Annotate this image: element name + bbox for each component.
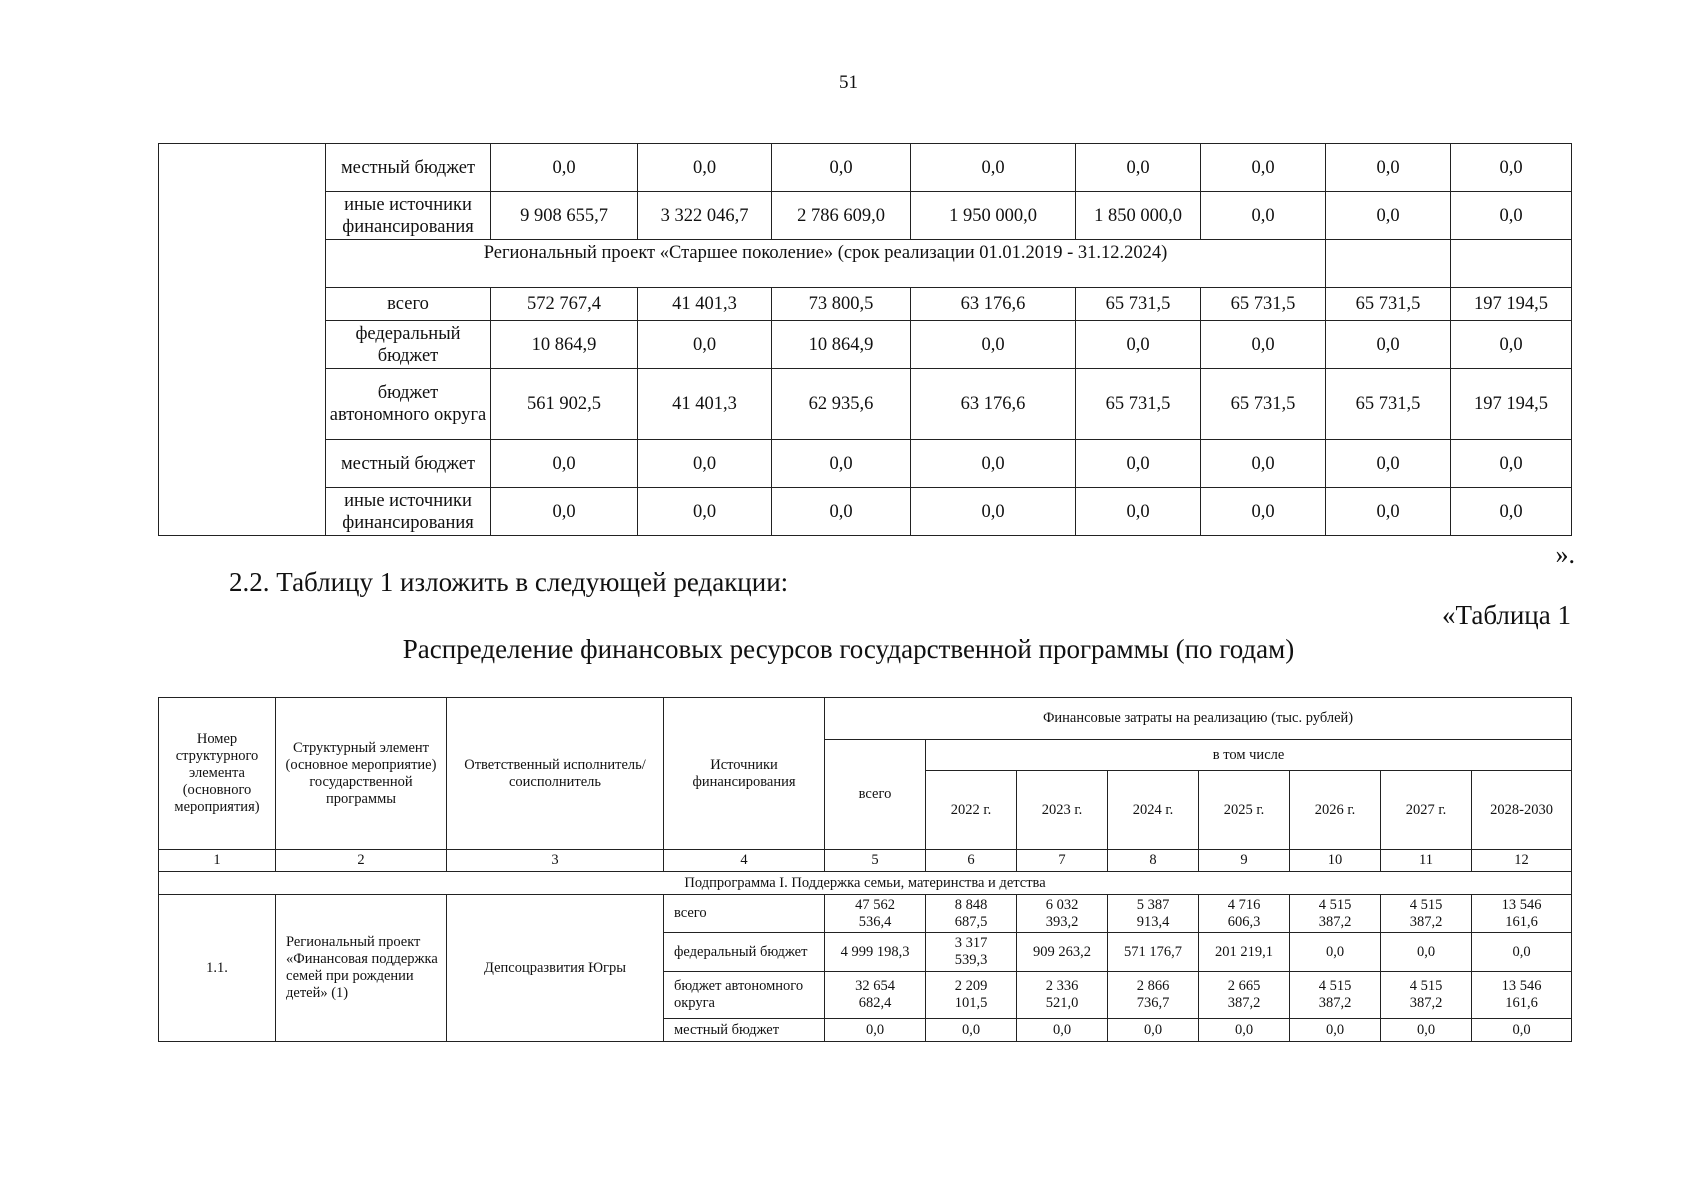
column-number: 4 bbox=[664, 850, 825, 872]
value-line: 0,0 bbox=[865, 1021, 885, 1038]
value-cell bbox=[1472, 933, 1572, 972]
value-cell: 0,0 bbox=[1451, 321, 1572, 369]
value-cell: 0,0 bbox=[772, 488, 911, 536]
header-row bbox=[159, 698, 1572, 740]
column-number-row bbox=[159, 850, 1572, 872]
value-cell bbox=[1108, 1019, 1199, 1042]
value-cell: 0,0 bbox=[911, 440, 1076, 488]
value-line: 909 263,2 bbox=[1033, 943, 1091, 960]
value-cell: 41 401,3 bbox=[638, 369, 772, 440]
value-cell: 0,0 bbox=[1076, 488, 1201, 536]
value-line: 687,5 bbox=[954, 913, 988, 930]
value-cell: 2 786 609,0 bbox=[772, 192, 911, 240]
value-cell: 197 194,5 bbox=[1451, 288, 1572, 321]
project-caption: Региональный проект «Старшее поколение» (срок реализации 01.01.2019 - 31.12.2024) bbox=[326, 240, 1326, 288]
value-cell: 0,0 bbox=[1326, 144, 1451, 192]
value-cell bbox=[1290, 1019, 1381, 1042]
financial-resources-table bbox=[158, 697, 1572, 1042]
value-cell: 0,0 bbox=[1326, 321, 1451, 369]
table-row bbox=[159, 895, 1572, 933]
value-cell: 0,0 bbox=[1076, 321, 1201, 369]
value-cell bbox=[1108, 972, 1199, 1019]
value-cell: 65 731,5 bbox=[1326, 288, 1451, 321]
table-row bbox=[159, 440, 1572, 488]
column-number: 10 bbox=[1290, 850, 1381, 872]
value-line: 387,2 bbox=[1409, 995, 1443, 1011]
value-line: 0,0 bbox=[1512, 1021, 1531, 1038]
value-cell: 0,0 bbox=[638, 488, 772, 536]
table-row bbox=[159, 488, 1572, 536]
value-cell bbox=[825, 1019, 926, 1042]
subprogram-title: Подпрограмма I. Поддержка семьи, материнства и детства bbox=[159, 872, 1572, 895]
value-cell bbox=[1199, 895, 1290, 933]
column-number: 11 bbox=[1381, 850, 1472, 872]
value-line: 4 999 198,3 bbox=[840, 943, 910, 960]
source-cell: местный бюджет bbox=[326, 144, 491, 192]
value-line: 32 654 bbox=[855, 978, 895, 994]
value-cell: 0,0 bbox=[638, 440, 772, 488]
column-number: 9 bbox=[1199, 850, 1290, 872]
value-cell bbox=[1290, 933, 1381, 972]
table-row bbox=[159, 321, 1572, 369]
header-including: в том числе bbox=[926, 740, 1572, 771]
source-cell: местный бюджет bbox=[326, 440, 491, 488]
empty-cell bbox=[1326, 240, 1451, 288]
value-line: 0,0 bbox=[1416, 943, 1436, 960]
header-year: 2026 г. bbox=[1290, 771, 1381, 850]
value-line: 682,4 bbox=[858, 995, 892, 1011]
item-name: Региональный проект «Финансовая поддержка семей при рождении детей» (1) bbox=[276, 895, 447, 1042]
value-line: 0,0 bbox=[1234, 1021, 1254, 1038]
value-line: 571 176,7 bbox=[1124, 943, 1182, 960]
value-cell bbox=[1381, 895, 1472, 933]
empty-cell bbox=[1451, 240, 1572, 288]
value-cell bbox=[926, 972, 1017, 1019]
value-line: 0,0 bbox=[1325, 1021, 1345, 1038]
value-line: 13 546 bbox=[1501, 896, 1542, 913]
header-total: всего bbox=[825, 740, 926, 850]
value-line: 3 317 bbox=[954, 935, 988, 951]
value-line: 0,0 bbox=[1512, 943, 1531, 960]
value-line: 4 515 bbox=[1409, 978, 1443, 994]
value-line: 0,0 bbox=[1143, 1021, 1163, 1038]
subprogram-row bbox=[159, 872, 1572, 895]
value-line: 913,4 bbox=[1136, 913, 1170, 930]
header-executor: Ответственный исполнитель/соисполнитель bbox=[447, 698, 664, 850]
value-cell: 65 731,5 bbox=[1201, 369, 1326, 440]
value-line: 13 546 bbox=[1501, 978, 1542, 994]
value-line: 536,4 bbox=[858, 913, 892, 930]
value-cell: 63 176,6 bbox=[911, 369, 1076, 440]
column-number: 7 bbox=[1017, 850, 1108, 872]
value-line: 0,0 bbox=[1416, 1021, 1436, 1038]
value-cell: 65 731,5 bbox=[1076, 369, 1201, 440]
column-number: 5 bbox=[825, 850, 926, 872]
value-cell bbox=[1108, 933, 1199, 972]
value-line: 387,2 bbox=[1318, 913, 1352, 930]
value-cell bbox=[1017, 933, 1108, 972]
value-cell: 197 194,5 bbox=[1451, 369, 1572, 440]
value-cell bbox=[1290, 895, 1381, 933]
value-cell: 0,0 bbox=[1451, 144, 1572, 192]
value-cell: 0,0 bbox=[911, 144, 1076, 192]
value-cell bbox=[1199, 933, 1290, 972]
item-executor: Депсоцразвития Югры bbox=[447, 895, 664, 1042]
value-line: 4 515 bbox=[1409, 896, 1443, 913]
value-cell: 0,0 bbox=[1326, 440, 1451, 488]
value-cell: 0,0 bbox=[1076, 440, 1201, 488]
value-cell bbox=[1108, 895, 1199, 933]
value-cell: 0,0 bbox=[1326, 488, 1451, 536]
value-line: 8 848 bbox=[954, 896, 988, 913]
source-cell: бюджет автономного округа bbox=[326, 369, 491, 440]
value-cell bbox=[1017, 895, 1108, 933]
header-year: 2025 г. bbox=[1199, 771, 1290, 850]
value-cell bbox=[1381, 933, 1472, 972]
value-cell: 9 908 655,7 bbox=[491, 192, 638, 240]
value-cell: 41 401,3 bbox=[638, 288, 772, 321]
value-cell: 0,0 bbox=[491, 440, 638, 488]
value-cell: 561 902,5 bbox=[491, 369, 638, 440]
value-cell: 0,0 bbox=[638, 321, 772, 369]
value-line: 161,6 bbox=[1505, 995, 1538, 1011]
value-line: 201 219,1 bbox=[1215, 943, 1273, 960]
header-year: 2023 г. bbox=[1017, 771, 1108, 850]
item-number: 1.1. bbox=[159, 895, 276, 1042]
value-cell: 1 850 000,0 bbox=[1076, 192, 1201, 240]
value-cell bbox=[1017, 1019, 1108, 1042]
value-cell: 0,0 bbox=[1201, 440, 1326, 488]
funding-table-continued bbox=[158, 143, 1572, 536]
value-line: 387,2 bbox=[1409, 913, 1443, 930]
value-cell: 0,0 bbox=[1076, 144, 1201, 192]
table-row bbox=[159, 369, 1572, 440]
value-cell: 0,0 bbox=[1326, 192, 1451, 240]
source-cell: иные источники финансирования bbox=[326, 192, 491, 240]
value-cell bbox=[1017, 972, 1108, 1019]
value-cell: 0,0 bbox=[1451, 192, 1572, 240]
value-line: 387,2 bbox=[1227, 995, 1261, 1011]
value-line: 0,0 bbox=[1325, 943, 1345, 960]
value-cell bbox=[825, 933, 926, 972]
blank-merged-cell bbox=[159, 144, 326, 536]
table-row bbox=[159, 192, 1572, 240]
table-row bbox=[159, 144, 1572, 192]
value-cell: 63 176,6 bbox=[911, 288, 1076, 321]
value-cell bbox=[1472, 972, 1572, 1019]
source-cell: бюджет автономного округа bbox=[664, 972, 825, 1019]
value-cell bbox=[1199, 972, 1290, 1019]
value-line: 5 387 bbox=[1136, 896, 1170, 913]
value-cell bbox=[926, 1019, 1017, 1042]
source-cell: иные источники финансирования bbox=[326, 488, 491, 536]
value-line: 4 716 bbox=[1227, 896, 1261, 913]
header-year: 2028-2030 bbox=[1472, 771, 1572, 850]
column-number: 2 bbox=[276, 850, 447, 872]
table-title: Распределение финансовых ресурсов государственной программы (по годам) bbox=[402, 634, 1295, 664]
value-line: 387,2 bbox=[1318, 995, 1352, 1011]
source-cell: всего bbox=[326, 288, 491, 321]
table-caption: «Таблица 1 bbox=[1442, 600, 1571, 630]
value-cell bbox=[926, 895, 1017, 933]
value-cell: 0,0 bbox=[638, 144, 772, 192]
value-cell bbox=[1472, 895, 1572, 933]
table-row bbox=[159, 288, 1572, 321]
value-cell: 3 322 046,7 bbox=[638, 192, 772, 240]
value-cell: 0,0 bbox=[491, 488, 638, 536]
header-year: 2027 г. bbox=[1381, 771, 1472, 850]
value-line: 6 032 bbox=[1045, 896, 1079, 913]
page-number: 51 bbox=[839, 72, 858, 93]
header-element-number: Номер структурного элемента (основного мероприятия) bbox=[159, 698, 276, 850]
value-line: 606,3 bbox=[1227, 913, 1261, 930]
value-cell: 0,0 bbox=[911, 321, 1076, 369]
project-caption-row bbox=[159, 240, 1572, 288]
value-cell bbox=[926, 933, 1017, 972]
value-line: 521,0 bbox=[1045, 995, 1079, 1011]
value-line: 101,5 bbox=[954, 995, 988, 1011]
value-cell: 572 767,4 bbox=[491, 288, 638, 321]
value-cell: 1 950 000,0 bbox=[911, 192, 1076, 240]
value-line: 736,7 bbox=[1136, 995, 1170, 1011]
value-cell: 73 800,5 bbox=[772, 288, 911, 321]
value-cell: 0,0 bbox=[1201, 192, 1326, 240]
source-cell: федеральный бюджет bbox=[326, 321, 491, 369]
value-cell: 62 935,6 bbox=[772, 369, 911, 440]
value-line: 4 515 bbox=[1318, 896, 1352, 913]
value-line: 2 866 bbox=[1136, 978, 1170, 994]
section-heading: 2.2. Таблицу 1 изложить в следующей редакции: bbox=[229, 567, 789, 597]
value-cell: 65 731,5 bbox=[1076, 288, 1201, 321]
value-line: 47 562 bbox=[855, 896, 895, 913]
closing-quote: ». bbox=[1555, 540, 1575, 569]
column-number: 3 bbox=[447, 850, 664, 872]
value-cell: 0,0 bbox=[772, 440, 911, 488]
value-cell bbox=[1472, 1019, 1572, 1042]
value-cell: 10 864,9 bbox=[491, 321, 638, 369]
header-year: 2022 г. bbox=[926, 771, 1017, 850]
value-cell bbox=[1290, 972, 1381, 1019]
value-line: 2 336 bbox=[1045, 978, 1079, 994]
value-line: 0,0 bbox=[961, 1021, 981, 1038]
header-year: 2024 г. bbox=[1108, 771, 1199, 850]
value-line: 539,3 bbox=[954, 952, 988, 968]
source-cell: местный бюджет bbox=[664, 1019, 825, 1042]
value-cell bbox=[825, 972, 926, 1019]
source-cell: федеральный бюджет bbox=[664, 933, 825, 972]
value-cell bbox=[1381, 1019, 1472, 1042]
value-cell: 0,0 bbox=[491, 144, 638, 192]
value-cell: 0,0 bbox=[1201, 321, 1326, 369]
value-cell: 10 864,9 bbox=[772, 321, 911, 369]
value-line: 2 209 bbox=[954, 978, 988, 994]
value-cell bbox=[1199, 1019, 1290, 1042]
value-cell bbox=[1381, 972, 1472, 1019]
value-line: 393,2 bbox=[1045, 913, 1079, 930]
value-cell: 0,0 bbox=[1451, 488, 1572, 536]
value-cell: 0,0 bbox=[911, 488, 1076, 536]
value-cell: 65 731,5 bbox=[1326, 369, 1451, 440]
value-cell: 0,0 bbox=[1201, 488, 1326, 536]
value-cell: 65 731,5 bbox=[1201, 288, 1326, 321]
value-cell: 0,0 bbox=[772, 144, 911, 192]
value-line: 4 515 bbox=[1318, 978, 1352, 994]
column-number: 1 bbox=[159, 850, 276, 872]
header-funding-sources: Источники финансирования bbox=[664, 698, 825, 850]
value-cell: 0,0 bbox=[1451, 440, 1572, 488]
header-financial-costs: Финансовые затраты на реализацию (тыс. рублей) bbox=[825, 698, 1572, 740]
column-number: 6 bbox=[926, 850, 1017, 872]
source-cell: всего bbox=[664, 895, 825, 933]
header-structural-element: Структурный элемент (основное мероприятие) государственной программы bbox=[276, 698, 447, 850]
value-cell bbox=[825, 895, 926, 933]
value-line: 2 665 bbox=[1227, 978, 1261, 994]
column-number: 8 bbox=[1108, 850, 1199, 872]
column-number: 12 bbox=[1472, 850, 1572, 872]
value-line: 161,6 bbox=[1505, 913, 1538, 930]
value-line: 0,0 bbox=[1052, 1021, 1072, 1038]
value-cell: 0,0 bbox=[1201, 144, 1326, 192]
